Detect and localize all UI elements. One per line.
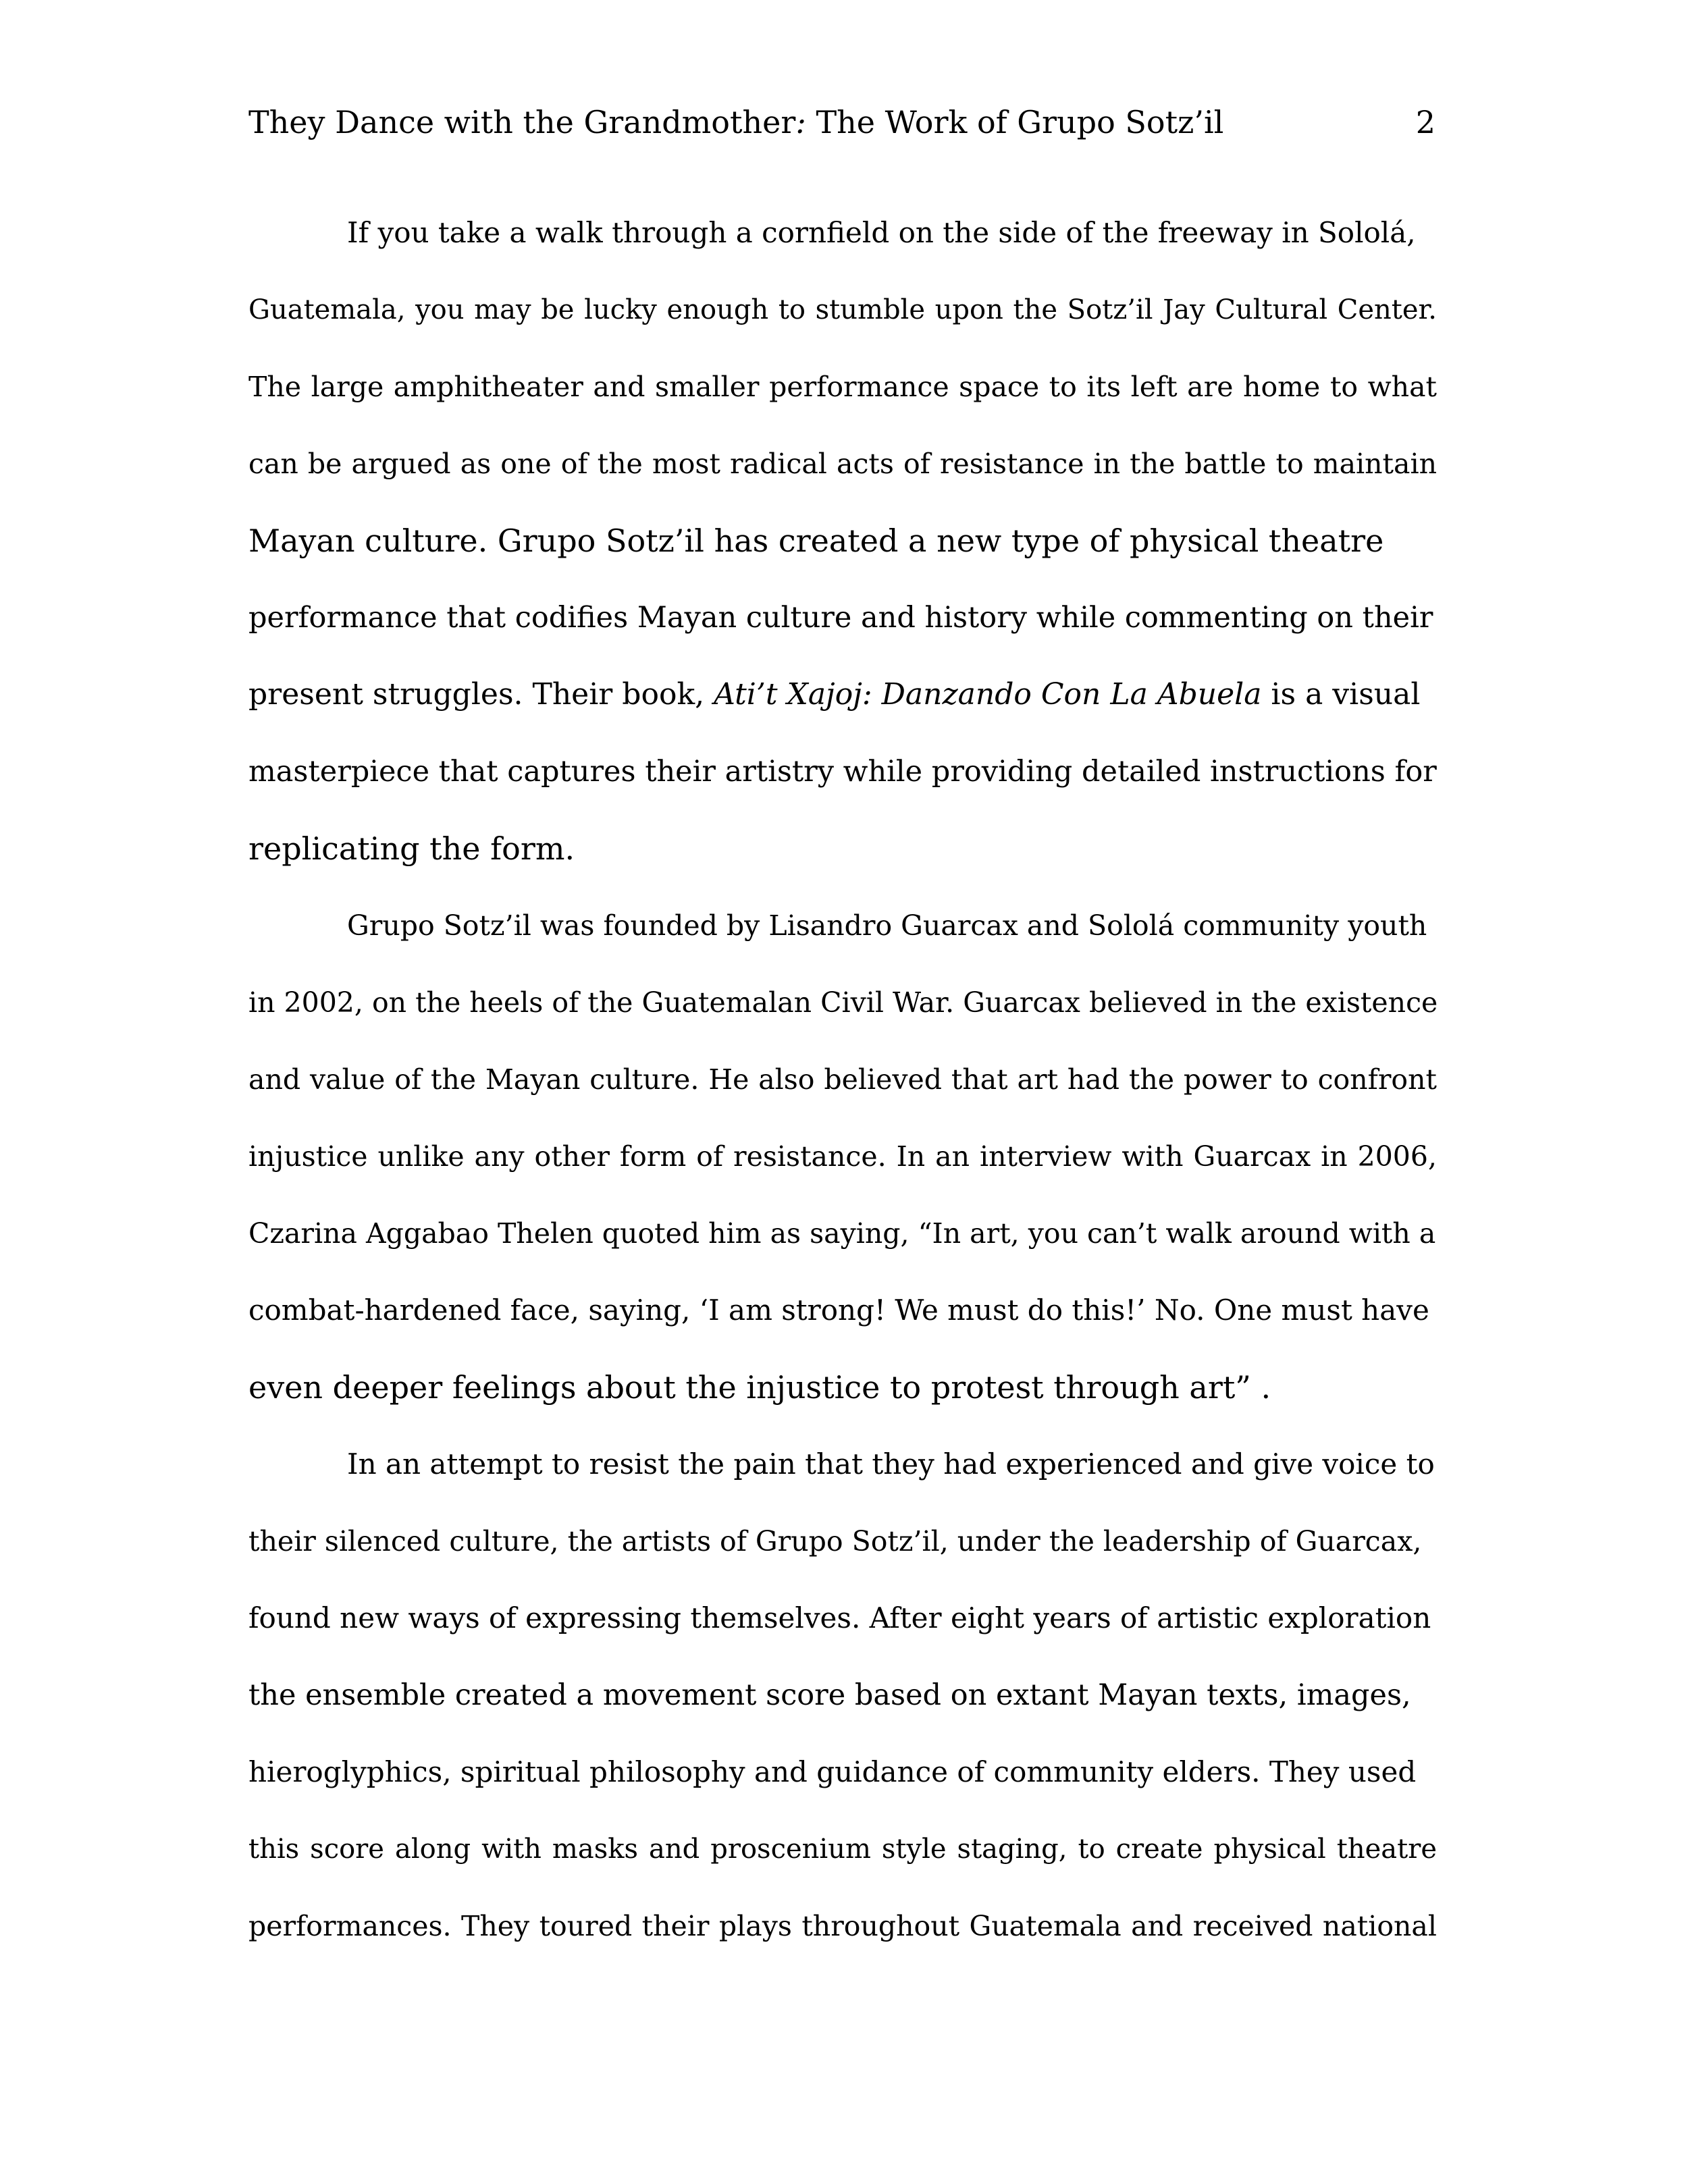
running-header: [248, 99, 1437, 146]
text-line: in 2002, on the heels of the Guatemalan Civil War. Guarcax believed in the existence: [248, 986, 1438, 1019]
text-line: performances. They toured their plays throughout Guatemala and received national: [248, 1910, 1437, 1942]
page-number: 2: [1415, 104, 1435, 140]
running-header-title: They Dance with the Grandmother: The Work of Grupo Sotz’il: [248, 104, 1224, 140]
text-line: If you take a walk through a cornfield on the side of the freeway in Sololá,: [347, 216, 1416, 249]
text-line: hieroglyphics, spiritual philosophy and guidance of community elders. They used: [248, 1755, 1417, 1788]
text-line: Grupo Sotz’il was founded by Lisandro Guarcax and Sololá community youth: [347, 909, 1427, 942]
text-line: found new ways of expressing themselves. After eight years of artistic exploration: [248, 1601, 1431, 1634]
body-text: [248, 194, 1437, 1965]
text-line: Mayan culture. Grupo Sotz’il has created a new type of physical theatre: [248, 523, 1384, 559]
book-title: Ati’t Xajoj: Danzando Con La Abuela: [714, 677, 1262, 712]
text-line: their silenced culture, the artists of Grupo Sotz’il, under the leadership of Guarcax,: [248, 1525, 1422, 1557]
text-line: performance that codifies Mayan culture and history while commenting on their: [248, 601, 1433, 635]
text-line: this score along with masks and proscenium style staging, to create physical theatre: [248, 1834, 1437, 1865]
text-line: the ensemble created a movement score based on extant Mayan texts, images,: [248, 1678, 1411, 1712]
text-line: can be argued as one of the most radical acts of resistance in the battle to maintain: [248, 448, 1437, 480]
paragraph: [248, 887, 1437, 1426]
text-line: Guatemala, you may be lucky enough to stumble upon the Sotz’il Jay Cultural Center.: [248, 294, 1437, 325]
text-line: present struggles. Their book, Ati’t Xajoj: Danzando Con La Abuela is a visual: [248, 677, 1421, 712]
text-line: combat-hardened face, saying, ‘I am strong! We must do this!’ No. One must have: [248, 1294, 1429, 1327]
text-line: Czarina Aggabao Thelen quoted him as saying, “In art, you can’t walk around with a: [248, 1217, 1436, 1250]
paragraph: [248, 194, 1437, 887]
text-line: even deeper feelings about the injustice to protest through art” .: [248, 1369, 1271, 1406]
text-line: injustice unlike any other form of resistance. In an interview with Guarcax in 2006,: [248, 1140, 1437, 1173]
text-line: masterpiece that captures their artistry while providing detailed instructions for: [248, 755, 1437, 789]
text-line: and value of the Mayan culture. He also believed that art had the power to confront: [248, 1063, 1437, 1096]
text-line: In an attempt to resist the pain that they had experienced and give voice to: [347, 1447, 1435, 1481]
text-line: The large amphitheater and smaller performance space to its left are home to what: [248, 371, 1437, 403]
paragraph: [248, 1426, 1437, 1965]
text-line: replicating the form.: [248, 830, 575, 867]
